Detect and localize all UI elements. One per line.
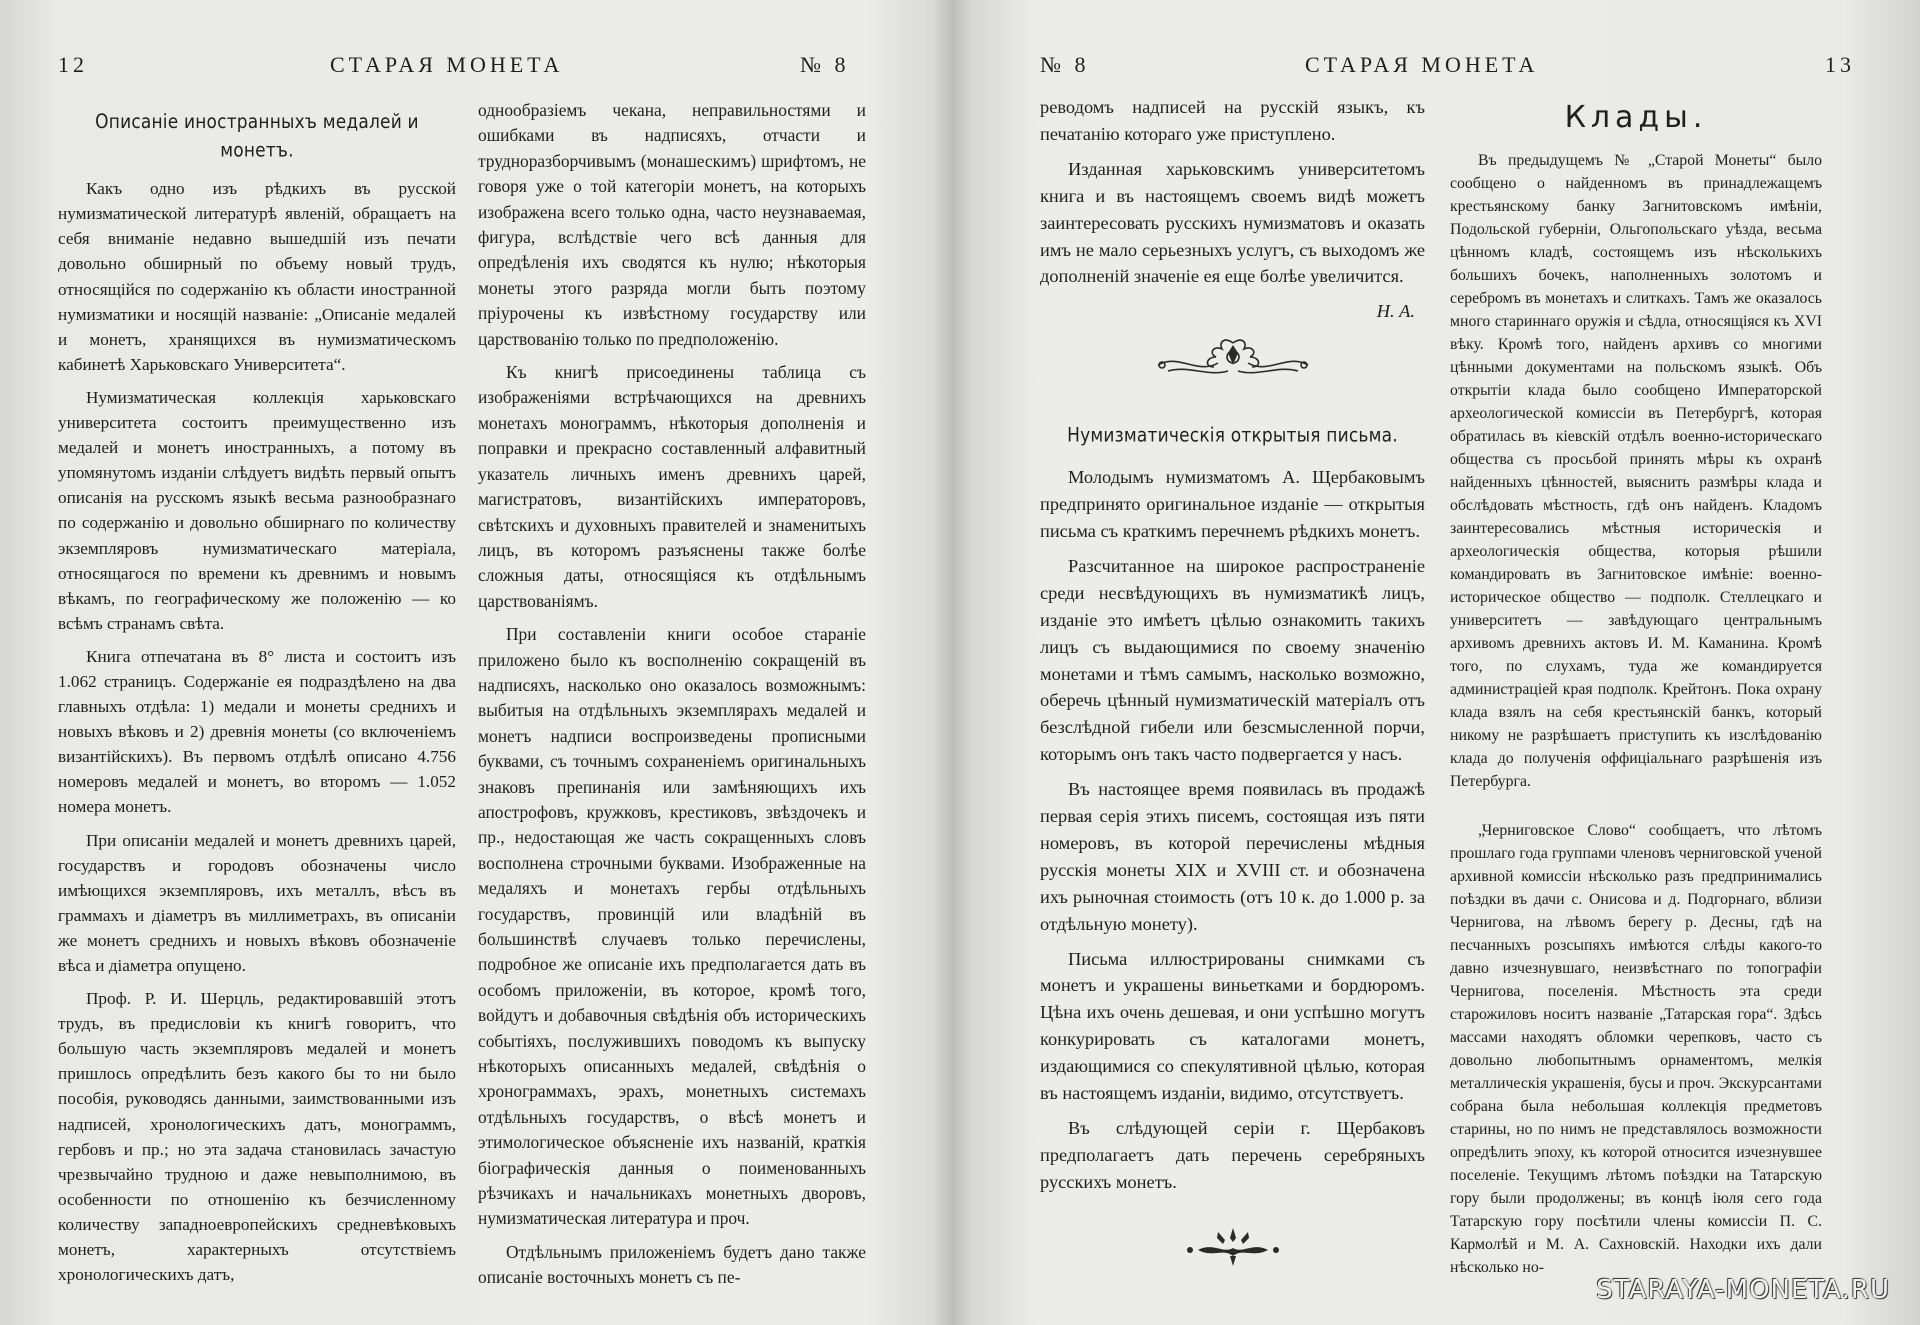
paragraph: Какъ одно изъ рѣдкихъ въ русской нумизматической литературѣ явленiй, обращаетъ на себя вниманiе недавно вышедшiй изъ печати довольно обширный по объему новый трудъ, относящiйся по содержанiю къ области иностранной нумизматики и носящiй названiе: „Описанiе медалей и монетъ, хранящихся въ нумизматическомъ кабинетѣ Харьковскаго Университета“. (58, 179, 456, 374)
ornament-floral-icon (1178, 1224, 1288, 1268)
paragraph: Проф. Р. И. Шерцль, редактировавшiй этотъ трудъ, въ предисловiи къ книгѣ говоритъ, что большую часть экземпляровъ медалей и монетъ пришлось опредѣлить безъ какого бы то ни было пособiя, руководясь данными, заимствованными изъ надписей, хронологическихъ датъ, монограммъ, гербовъ и пр.; но эта задача становилась зачастую чрезвычайно трудною и даже невыполнимою, въ особенности по отношенiю къ безчисленному количеству западноевропейскихъ средневѣковыхъ монетъ, характерныхъ отсутствiемъ хронологическихъ датъ, (58, 989, 456, 1285)
paragraph: При составленiи книги особое старанiе приложено было къ восполненiю сокращенiй въ надписяхъ, насколько оно оказалось возможнымъ: выбитыя на отдѣльныхъ экземплярахъ медалей и монетъ надписи воспроизведены прописными буквами, съ точнымъ сохраненiемъ оригинальныхъ знаковъ препинанiя или замѣняющихъ ихъ апострофовъ, кружковъ, крестиковъ, звѣздочекъ и пр., недостающая же часть сокращенныхъ словъ восполнена строчными буквами. Изображенные на медаляхъ и монетахъ гербы отдѣльныхъ государствъ, провинцiй или владѣнiй въ большинствѣ случаевъ только перечислены, подробное же описанiе ихъ предполагается дать въ особомъ приложенiи, въ которое, кромѣ того, войдутъ и добавочныя свѣдѣнiя объ историческихъ событiяхъ, послужившихъ поводомъ къ выпуску нѣкоторыхъ описанныхъ медалей, свѣдѣнiя о хронограммахъ, эрахъ, монетныхъ системахъ отдѣльныхъ государствъ, о вѣсѣ монетъ и этимологическое объясненiе ихъ названiй, краткiя бiографическiя данныя о поименованныхъ рѣзчикахъ и начальникахъ монетныхъ дворовъ, нумизматическая литература и проч. (478, 624, 866, 1229)
right-running-header (970, 52, 1920, 86)
paragraph: „Черниговское Слово“ сообщаетъ, что лѣтомъ прошлаго года группами членовъ черниговской ученой архивной комиссiи нѣсколько разъ предпринимались поѣздки въ дачи с. Онисова и д. Подгорнаго, вблизи Чернигова, на лѣвомъ берегу р. Десны, гдѣ на песчанныхъ розсыпяхъ имѣются слѣды какого-то давно изчезнувшаго, неизвѣстнаго по топографiи Чернигова, поселенiя. Мѣстность эта среди старожиловъ носитъ названiе „Татарская гора“. Здѣсь массами находятъ обломки черепковъ, часто съ довольно любопытнымъ орнаментомъ, мелкiя металлическiя украшенiя, бусы и проч. Экскурсантами собрана была небольшая коллекцiя предметовъ старины, но по нимъ не представлялось возможности опредѣлить эпоху, къ которой относится изчезнувшее поселенiе. Текущимъ лѣтомъ поѣздки на Татарскую гору были продолжены; въ концѣ iюля сего года Татарскую гору посѣтили члены комиссiи П. С. Кармолѣй и М. А. Сахновскiй. Находки ихъ дали нѣсколько но- (1450, 822, 1822, 1276)
left-page-number: 12 (58, 52, 88, 77)
paragraph: Въ предыдущемъ № „Старой Монеты“ было сообщено о найденномъ въ принадлежащемъ крестьянскому банку Загнитовскомъ имѣнiи, Подольской губернiи, Ольгопольскаго уѣзда, весьма цѣнномъ кладѣ, состоящемъ изъ нѣсколькихъ большихъ бочекъ, наполненныхъ золотомъ и серебромъ въ монетахъ и слиткахъ. Тамъ же оказалось много стариннаго оружiя и сѣдла, относящiяся къ XVI вѣку. Кромѣ того, найденъ архивъ со многими цѣнными документами на польскомъ языкѣ. Объ открытiи клада было сообщено Императорской археологической комиссiи въ Петербургѣ, которая обратилась въ кiевскiй отдѣлъ военно-историческаго общества съ просьбой принять мѣры къ охранѣ найденныхъ цѣнностей, выяснить размѣры клада и обслѣдовать мѣстность, гдѣ онъ найденъ. Кладомъ заинтересовались мѣстныя историческiя и археологическiя общества, которыя рѣшили командировать въ Загнитовское имѣнiе: военно-историческое общество — подполк. Стеллецкаго и университетъ — завѣдующаго центральнымъ архивомъ древнихъ актовъ И. М. Каманина. Кромѣ того, по слухамъ, туда же командируется администрацiей края подполк. Крейтонъ. Пока охрану клада взялъ на себя крестьянскiй банкъ, который никому не разрѣшаетъ приступить къ изслѣдованiю клада до полученiя оффицiальнаго разрѣшенiя изъ Петербурга. (1450, 152, 1822, 790)
paragraph: Въ слѣдующей серiи г. Щербаковъ предполагаетъ дать перечень серебряныхъ русскихъ монетъ. (1040, 1118, 1425, 1192)
left-issue-number: № 8 (800, 52, 850, 77)
paragraph: реводомъ надписей на русскiй языкъ, къ печатанiю котораго уже приступлено. (1040, 97, 1425, 144)
right-header-title: СТАРАЯ МОНЕТА (1305, 52, 1539, 77)
site-watermark: STARAYA-MONETA.RU (1596, 1275, 1890, 1305)
left-running-header (0, 52, 950, 86)
paragraph: Къ книгѣ присоединены таблица съ изображенiями встрѣчающихся на древнихъ монетахъ монограммъ, нѣкоторыя дополненiя и поправки и прекрасно составленный алфавитный указатель личныхъ именъ древнихъ царей, магистратовъ, византiйскихъ императоровъ, свѣтскихъ и духовныхъ правителей и знаменитыхъ лицъ, въ которомъ разъяснены также болѣе сложныя даты, относящiяся къ отдѣльнымъ царствованiямъ. (478, 362, 866, 611)
paragraph: Письма иллюстрированы снимками съ монетъ и украшены виньетками и бордюромъ. Цѣна ихъ очень дешевая, и они успѣшно могутъ конкурировать съ каталогами монетъ, издающимися со спекулятивной цѣлью, которая въ настоящемъ изданiи, видимо, отсутствуетъ. (1040, 948, 1425, 1104)
article-heading-treasures: Клады. (1564, 100, 1708, 135)
paragraph: При описанiи медалей и монетъ древнихъ царей, государствъ и городовъ обозначены число имѣющихся экземпляровъ, ихъ металлъ, вѣсъ въ граммахъ и дiаметръ въ миллиметрахъ, въ описанiи же монетъ среднихъ и новыхъ вѣковъ обозначенiе вѣса и дiаметра опущено. (58, 830, 456, 975)
left-page (0, 0, 950, 1325)
paragraph: Разсчитанное на широкое распространенiе среди несвѣдующихъ въ нумизматикѣ лицъ, изданiе это имѣетъ цѣлью ознакомить такихъ лицъ съ выдающимися по своему значенiю монетами и тѣмъ самымъ, насколько возможно, оберечь цѣнный нумизматическiй матерiалъ отъ безслѣдной гибели или безсмысленной порчи, которымъ онъ такъ часто подвергается у насъ. (1040, 555, 1425, 765)
right-page (970, 0, 1920, 1325)
paragraph: Въ настоящее время появилась въ продажѣ первая серiя этихъ писемъ, состоящая изъ пяти номеровъ, въ которой перечислены мѣдныя русскiя монеты XIX и XVIII ст. и обозначена ихъ рыночная стоимость (отъ 10 к. до 1.000 р. за отдѣльную монету). (1040, 779, 1425, 934)
right-column-1 (1040, 94, 1425, 1268)
article-heading-postcards: Нумизматическiя открытыя письма. (1067, 424, 1398, 448)
paragraph: Изданная харьковскимъ университетомъ книга и въ настоящемъ своемъ видѣ можетъ заинтересовать русскихъ нумизматовъ и оказать имъ не мало серьезныхъ услугъ, съ выходомъ же дополненiй значенiе ея еще болѣе увеличится. (1040, 158, 1425, 287)
right-page-number: 13 (1825, 52, 1855, 77)
paragraph: однообразiемъ чекана, неправильностями и ошибками въ надписяхъ, отчасти и трудноразборчивымъ (монашескимъ) шрифтомъ, не говоря уже о той категорiи монетъ, на которыхъ изображена всего только одна, часто неузнаваемая, фигура, вслѣдствiе чего всѣ данныя для опредѣленiя ихъ сводятся къ нулю; нѣкоторыя монеты этого разряда могли быть поэтому прiурочены къ извѣстному государству или царствованiю только по предположенiю. (478, 100, 866, 349)
ornament-vignette-icon (1148, 335, 1318, 379)
paragraph: Нумизматическая коллекцiя харьковскаго университета состоитъ преимущественно изъ медалей и монетъ иностранныхъ, а потому въ упомянутомъ изданiи слѣдуетъ видѣть первый опытъ описанiя на русскомъ языкѣ весьма разнообразнаго по содержанiю и довольно обширнаго по количеству экземпляровъ нумизматическаго матерiала, относящагося по времени къ древнимъ и новымъ вѣкамъ, по географическому же положенiю — ко всѣмъ странамъ свѣта. (58, 387, 456, 633)
paragraph: Молодымъ нумизматомъ А. Щербаковымъ предпринято оригинальное изданiе — открытыя письма съ краткимъ перечнемъ рѣдкихъ монетъ. (1040, 467, 1425, 541)
paragraph: Книга отпечатана въ 8° листа и состоитъ изъ 1.062 страницъ. Содержанiе ея подраздѣлено на два главныхъ отдѣла: 1) медали и монеты среднихъ и новыхъ вѣковъ и 2) древнiя монеты (со включенiемъ византiйскихъ). Въ первомъ отдѣлѣ описано 4.756 номеровъ медалей и монетъ, во второмъ — 1.052 номера монетъ. (58, 646, 456, 817)
left-column-2 (478, 98, 866, 1299)
signature: Н. А. (1376, 301, 1415, 322)
paragraph: Отдѣльнымъ приложенiемъ будетъ дано также описанiе восточныхъ монетъ съ пе- (478, 1241, 866, 1288)
left-column-1 (58, 106, 456, 1295)
article-heading-foreign-medals: Описанiе иностранныхъ медалей и монетъ. (95, 110, 419, 163)
right-column-2 (1450, 98, 1822, 1287)
left-header-title: СТАРАЯ МОНЕТА (330, 52, 564, 77)
right-issue-number: № 8 (1040, 52, 1090, 77)
